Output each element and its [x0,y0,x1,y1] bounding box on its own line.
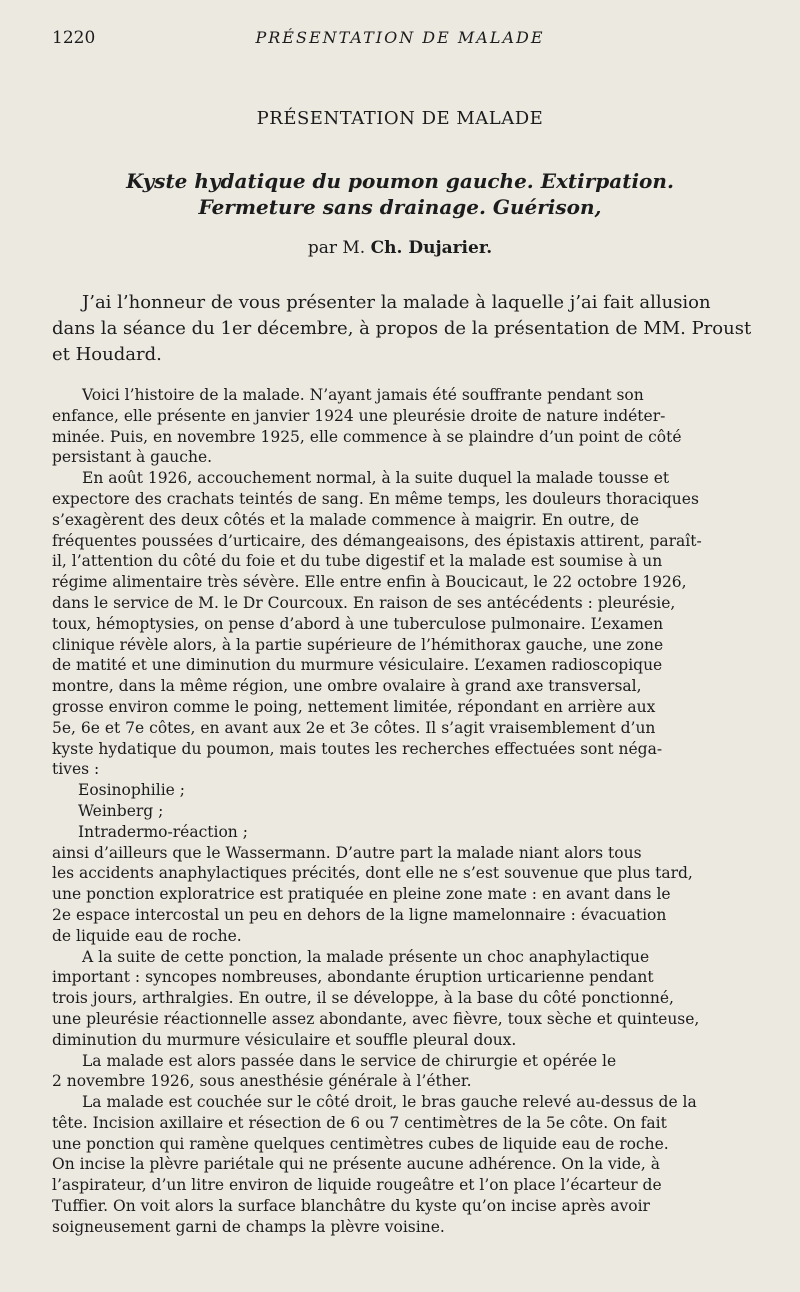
running-title: PRÉSENTATION DE MALADE [255,28,545,47]
article-body [52,385,766,1238]
body-line: important : syncopes nombreuses, abondante éruption urticarienne pendant [52,968,654,987]
body-line: kyste hydatique du poumon, mais toutes les recherches effectuées sont néga- [52,739,663,758]
body-line: de liquide eau de roche. [52,926,242,945]
body-line: une ponction qui ramène quelques centimètres cubes de liquide eau de roche. [52,1134,669,1153]
body-line: La malade est alors passée dans le service de chirurgie et opérée le [82,1051,617,1070]
body-line: expectore des crachats teintés de sang. En même temps, les douleurs thoraciques [52,489,699,508]
body-line: clinique révèle alors, à la partie supérieure de l’hémithorax gauche, une zone [52,635,664,654]
article-title [60,168,740,220]
body-line: de matité et une diminution du murmure vésiculaire. L’examen radioscopique [52,656,663,675]
byline-prefix: par M. [307,238,366,258]
byline-author: Ch. Dujarier. [370,238,493,258]
body-line: trois jours, arthralgies. En outre, il se développe, à la base du côté ponctionné, [52,989,674,1008]
body-line: minée. Puis, en novembre 1925, elle commence à se plaindre d’un point de côté [52,427,682,446]
body-line: dans le service de M. le Dr Courcoux. En raison de ses antécédents : pleurésie, [52,593,676,612]
intro-line: et Houdard. [52,344,162,365]
body-line: une ponction exploratrice est pratiquée en pleine zone mate : en avant dans le [52,885,671,904]
list-item: Eosinophilie ; [78,781,185,800]
byline [0,238,800,258]
list-item: Intradermo-réaction ; [78,822,248,841]
body-line: La malade est couchée sur le côté droit, le bras gauche relevé au-dessus de la [82,1093,697,1112]
body-line: il, l’attention du côté du foie et du tube digestif et la malade est soumise à un [52,552,663,571]
body-line: Voici l’histoire de la malade. N’ayant jamais été souffrante pendant son [82,386,644,404]
body-line: soigneusement garni de champs la plèvre voisine. [52,1217,445,1236]
body-line: En août 1926, accouchement normal, à la suite duquel la malade tousse et [82,469,670,488]
body-line: régime alimentaire très sévère. Elle entre enfin à Boucicaut, le 22 octobre 1926, [52,573,687,592]
body-line: montre, dans la même région, une ombre ovalaire à grand axe transversal, [52,677,642,696]
running-head [52,28,748,52]
page-number: 1220 [52,28,96,48]
body-line: On incise la plèvre pariétale qui ne présente aucune adhérence. On la vide, à [52,1155,660,1174]
article-title-line-1: Kyste hydatique du poumon gauche. Extirpation. [126,169,674,193]
body-line: 5e, 6e et 7e côtes, en avant aux 2e et 3e côtes. Il s’agit vraisemblement d’un [52,718,656,737]
body-line: 2 novembre 1926, sous anesthésie générale à l’éther. [52,1072,472,1091]
body-line: tête. Incision axillaire et résection de 6 ou 7 centimètres de la 5e côte. On fait [52,1113,667,1132]
article-title-line-2: Fermeture sans drainage. Guérison, [198,195,602,219]
section-title: PRÉSENTATION DE MALADE [256,108,544,129]
body-line: grosse environ comme le poing, nettement limitée, répondant en arrière aux [52,697,656,716]
body-line: s’exagèrent des deux côtés et la malade commence à maigrir. En outre, de [52,510,640,529]
body-line: A la suite de cette ponction, la malade présente un choc anaphylactique [82,947,650,966]
intro-paragraph [52,290,766,368]
body-line: tives : [52,760,100,779]
body-line: Tuffier. On voit alors la surface blanchâtre du kyste qu’on incise après avoir [52,1197,650,1216]
body-line: toux, hémoptysies, on pense d’abord à une tuberculose pulmonaire. L’examen [52,614,664,633]
body-line: l’aspirateur, d’un litre environ de liquide rougeâtre et l’on place l’écarteur de [52,1176,662,1195]
list-item: Weinberg ; [78,801,164,820]
body-line: 2e espace intercostal un peu en dehors de la ligne mamelonnaire : évacuation [52,905,667,924]
intro-line: J’ai l’honneur de vous présenter la malade à laquelle j’ai fait allusion [82,292,711,313]
body-line: les accidents anaphylactiques précités, dont elle ne s’est souvenue que plus tard, [52,864,693,883]
body-line: une pleurésie réactionnelle assez abondante, avec fièvre, toux sèche et quinteuse, [52,1009,700,1028]
intro-line: dans la séance du 1er décembre, à propos de la présentation de MM. Proust [52,318,752,339]
body-line: diminution du murmure vésiculaire et souffle pleural doux. [52,1030,517,1049]
body-line: fréquentes poussées d’urticaire, des démangeaisons, des épistaxis attirent, paraît- [52,531,702,550]
body-line: ainsi d’ailleurs que le Wassermann. D’autre part la malade niant alors tous [52,843,642,862]
body-line: enfance, elle présente en janvier 1924 une pleurésie droite de nature indéter- [52,406,666,425]
body-line: persistant à gauche. [52,448,213,467]
